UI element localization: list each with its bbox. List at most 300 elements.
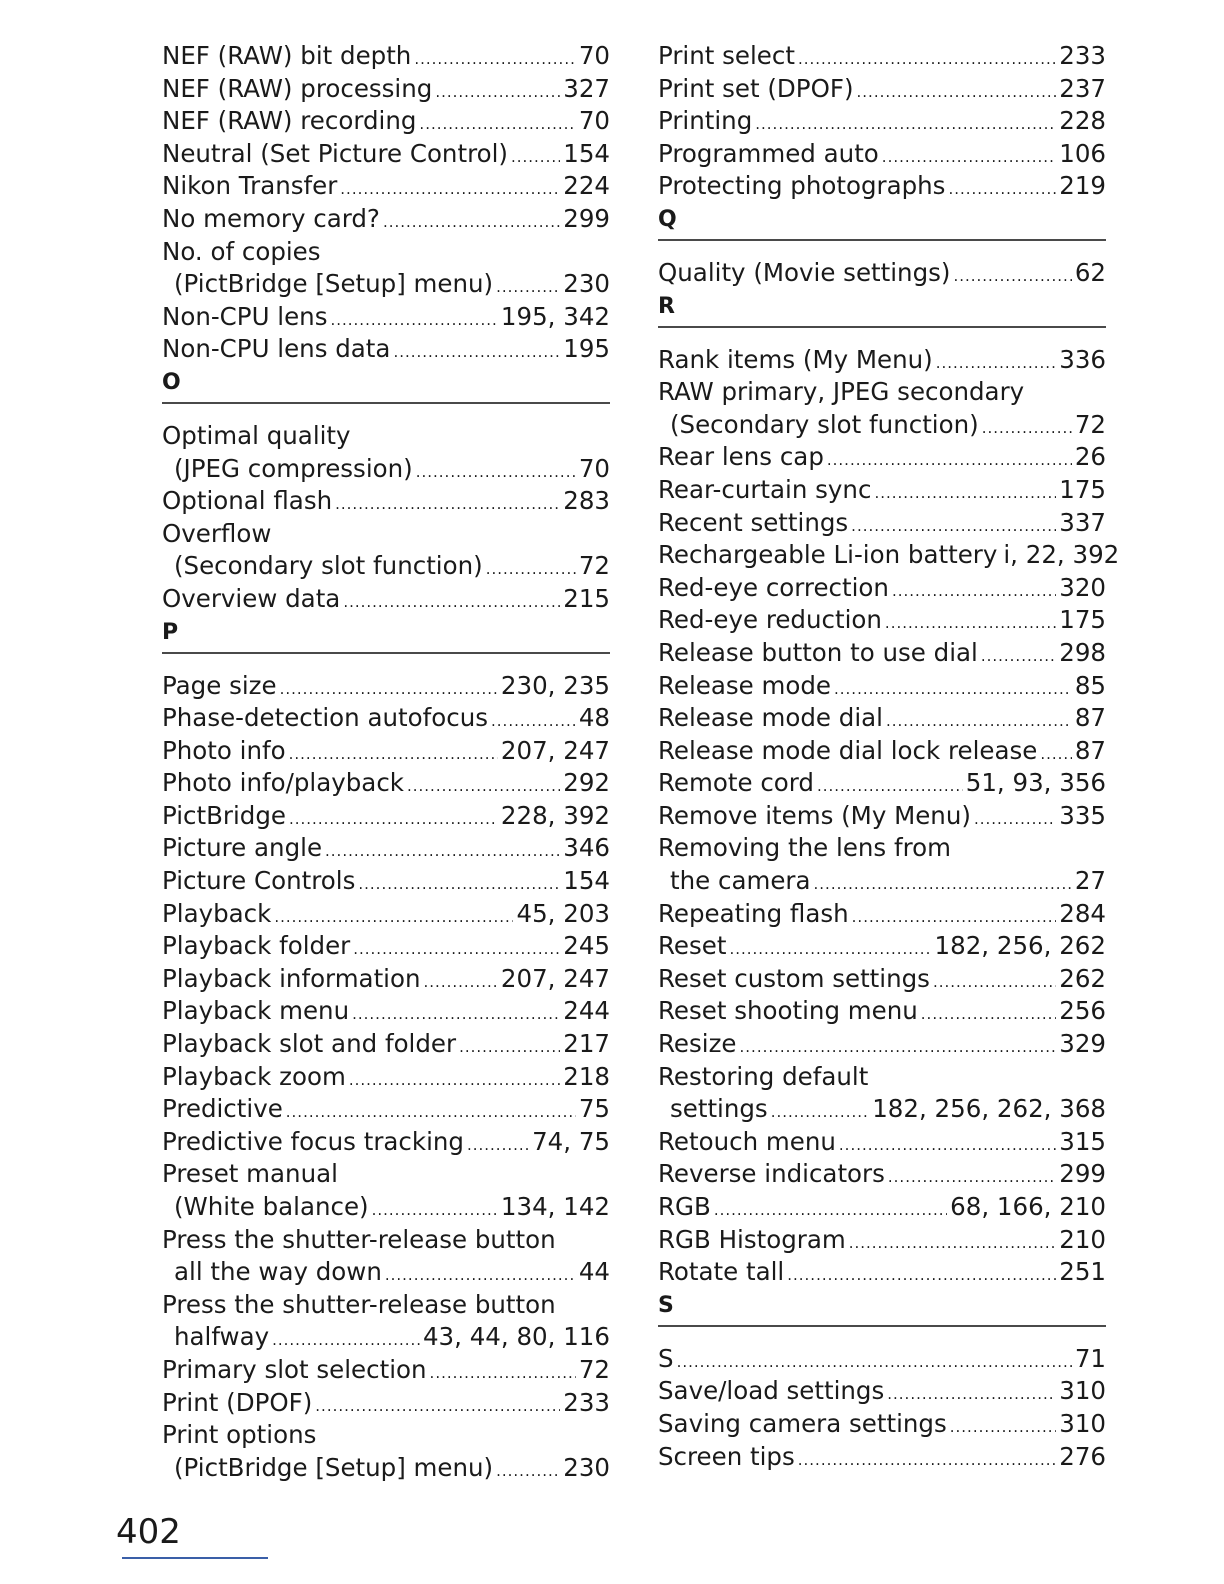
leader-dots	[383, 206, 560, 239]
section-divider	[658, 1325, 1106, 1327]
index-page-refs: 72	[578, 551, 610, 581]
leader-dots	[921, 998, 1056, 1031]
index-entry	[162, 1354, 610, 1387]
index-entry	[658, 930, 1106, 963]
index-term: Release mode dial lock release	[658, 735, 1038, 765]
section-letter-p: P	[162, 619, 179, 645]
index-page-refs: 26	[1074, 442, 1106, 472]
index-page-refs: 228	[1059, 106, 1106, 136]
index-page-refs: 68, 166, 210	[950, 1192, 1106, 1221]
index-entry	[162, 702, 610, 735]
leader-dots	[1040, 738, 1071, 771]
index-page-refs: 195	[563, 334, 610, 364]
index-entry	[658, 1093, 1106, 1126]
index-term: Phase-detection autofocus	[162, 703, 489, 733]
leader-dots	[430, 1357, 576, 1390]
leader-dots	[888, 1161, 1056, 1194]
index-term: Picture angle	[162, 833, 323, 863]
index-page-refs: 106	[1059, 138, 1106, 168]
index-entry	[162, 1387, 610, 1420]
index-entry	[658, 865, 1106, 898]
index-entry	[162, 583, 610, 616]
index-entry	[162, 453, 610, 486]
index-entry	[162, 735, 610, 768]
index-term: halfway	[174, 1322, 270, 1352]
index-page-refs: 51, 93, 356	[965, 768, 1106, 798]
leader-dots	[486, 553, 576, 586]
index-page-refs: 233	[1059, 41, 1106, 70]
index-entry	[658, 604, 1106, 637]
index-term: Optional flash	[162, 486, 333, 516]
index-term: Non-CPU lens	[162, 301, 328, 331]
index-term: Reverse indicators	[658, 1159, 885, 1189]
index-term: Recent settings	[658, 507, 849, 537]
section-letter-s: S	[658, 1292, 674, 1318]
index-entry	[162, 670, 610, 703]
index-entry	[658, 572, 1106, 605]
section-letter-o: O	[162, 369, 181, 395]
index-page-refs: 230	[563, 269, 610, 299]
leader-dots	[325, 835, 560, 868]
leader-dots	[289, 738, 498, 771]
index-term: Reset shooting menu	[658, 996, 918, 1026]
index-entry	[658, 507, 1106, 540]
index-term: (JPEG compression)	[174, 453, 413, 483]
leader-dots	[677, 1346, 1072, 1379]
index-entry	[658, 1191, 1106, 1224]
index-page-refs: 44	[578, 1257, 610, 1287]
index-page-refs: 75	[578, 1094, 610, 1124]
index-term: Retouch menu	[658, 1126, 836, 1156]
index-term: settings	[670, 1094, 768, 1124]
index-term: Remove items (My Menu)	[658, 800, 971, 830]
index-page-refs: 72	[1074, 409, 1106, 439]
index-term: (Secondary slot function)	[670, 409, 979, 439]
leader-dots	[953, 260, 1071, 293]
index-page-refs: 72	[578, 1354, 610, 1384]
leader-dots	[814, 868, 1072, 901]
leader-dots	[936, 347, 1057, 380]
index-term: Red-eye reduction	[658, 605, 882, 635]
index-term: NEF (RAW) bit depth	[162, 41, 412, 70]
index-page-refs: 245	[563, 931, 610, 961]
index-entry	[658, 898, 1106, 931]
index-page-refs: 310	[1059, 1408, 1106, 1438]
index-heading-line: Overflow	[162, 518, 272, 548]
index-page-refs: 43, 44, 80, 116	[422, 1322, 610, 1352]
leader-dots	[467, 1129, 529, 1162]
index-entry	[658, 735, 1106, 768]
index-term: Programmed auto	[658, 138, 879, 168]
index-entry	[658, 1343, 1106, 1376]
index-term: Page size	[162, 670, 277, 700]
index-term: Rear-curtain sync	[658, 474, 872, 504]
index-term: all the way down	[174, 1257, 382, 1287]
index-page-refs: 195, 342	[500, 301, 610, 331]
leader-dots	[892, 575, 1056, 608]
index-entry	[658, 138, 1106, 171]
index-entry	[658, 1408, 1106, 1441]
leader-dots	[289, 803, 498, 836]
index-page-refs: 299	[563, 203, 610, 233]
index-term: Quality (Movie settings)	[658, 257, 951, 287]
index-page-refs: 230, 235	[500, 670, 610, 700]
section-letter-q: Q	[658, 206, 677, 232]
leader-dots	[948, 173, 1056, 206]
leader-dots	[511, 141, 560, 174]
index-entry	[658, 474, 1106, 507]
index-term: Playback slot and folder	[162, 1029, 457, 1059]
leader-dots	[817, 770, 963, 803]
index-page-refs: 27	[1074, 866, 1106, 896]
index-term: Predictive	[162, 1094, 283, 1124]
index-page-refs: 337	[1059, 507, 1106, 537]
leader-dots	[372, 1194, 498, 1227]
index-page-refs: 284	[1059, 898, 1106, 928]
index-term: Release mode dial	[658, 703, 883, 733]
index-term: (White balance)	[174, 1192, 369, 1221]
index-entry	[162, 268, 610, 301]
index-page-refs: 210	[1059, 1224, 1106, 1254]
leader-dots	[874, 477, 1056, 510]
section-divider	[658, 326, 1106, 328]
index-entry	[658, 170, 1106, 203]
index-entry	[162, 138, 610, 171]
index-term: NEF (RAW) processing	[162, 73, 433, 103]
index-heading-line: Restoring default	[658, 1061, 869, 1091]
index-term: Neutral (Set Picture Control)	[162, 138, 508, 168]
page-number-underline	[122, 1557, 268, 1559]
index-entry	[162, 865, 610, 898]
index-term: Printing	[658, 106, 753, 136]
leader-dots	[340, 173, 560, 206]
index-entry	[658, 409, 1106, 442]
leader-dots	[857, 76, 1057, 109]
index-term: Remote cord	[658, 768, 814, 798]
index-term: Rear lens cap	[658, 442, 824, 472]
index-entry	[162, 105, 610, 138]
index-page-refs: 224	[563, 171, 610, 201]
leader-dots	[729, 933, 931, 966]
index-page-refs: 276	[1059, 1441, 1106, 1471]
index-page-refs: 182, 256, 262, 368	[872, 1094, 1106, 1124]
index-term: NEF (RAW) recording	[162, 106, 417, 136]
index-entry	[162, 301, 610, 334]
leader-dots	[827, 444, 1072, 477]
leader-dots	[852, 901, 1057, 934]
index-entry	[162, 1061, 610, 1094]
index-entry	[162, 767, 610, 800]
index-page-refs: 329	[1059, 1029, 1106, 1059]
index-term: (Secondary slot function)	[174, 551, 483, 581]
index-page-refs: 182, 256, 262	[934, 931, 1106, 961]
index-entry	[658, 995, 1106, 1028]
index-term: Rotate tall	[658, 1257, 785, 1287]
index-heading-line: Preset manual	[162, 1159, 338, 1189]
index-page-refs: 70	[578, 453, 610, 483]
index-left-column	[162, 40, 610, 1484]
leader-dots	[407, 770, 560, 803]
index-term: Playback zoom	[162, 1061, 346, 1091]
leader-dots	[330, 304, 497, 337]
index-entry	[658, 963, 1106, 996]
index-term: RGB Histogram	[658, 1224, 846, 1254]
index-term: Repeating flash	[658, 898, 849, 928]
leader-dots	[885, 607, 1056, 640]
index-term: Release mode	[658, 670, 831, 700]
index-entry	[162, 1126, 610, 1159]
index-term: Screen tips	[658, 1441, 795, 1471]
leader-dots	[834, 673, 1072, 706]
leader-dots	[358, 868, 560, 901]
index-page-refs: 336	[1059, 344, 1106, 374]
leader-dots	[798, 1444, 1056, 1477]
index-page-refs: 310	[1059, 1376, 1106, 1406]
index-term: Print select	[658, 41, 795, 70]
index-right-column	[658, 40, 1120, 1473]
index-term: Rank items (My Menu)	[658, 344, 933, 374]
index-entry	[162, 898, 610, 931]
index-entry	[162, 550, 610, 583]
index-entry	[162, 170, 610, 203]
section-letter-r: R	[658, 293, 675, 319]
leader-dots	[393, 336, 560, 369]
index-page-refs: 85	[1074, 670, 1106, 700]
index-term: (PictBridge [Setup] menu)	[174, 1452, 494, 1482]
index-term: Primary slot selection	[162, 1354, 427, 1384]
index-term: Protecting photographs	[658, 171, 946, 201]
index-entry	[162, 1256, 610, 1289]
index-term: Print set (DPOF)	[658, 73, 854, 103]
index-entry	[162, 1321, 610, 1354]
index-term: Reset custom settings	[658, 963, 930, 993]
index-term: Save/load settings	[658, 1376, 885, 1406]
leader-dots	[839, 1129, 1056, 1162]
page-number: 402	[116, 1512, 181, 1552]
index-term: Overview data	[162, 583, 341, 613]
index-entry	[658, 702, 1106, 735]
index-entry	[658, 344, 1106, 377]
index-term: Playback folder	[162, 931, 351, 961]
index-term: S	[658, 1343, 674, 1373]
index-entry	[162, 1028, 610, 1061]
index-term: Resize	[658, 1029, 737, 1059]
index-page-refs: 207, 247	[500, 735, 610, 765]
index-page-refs: 327	[563, 73, 610, 103]
index-page-refs: 74, 75	[532, 1126, 610, 1156]
index-entry	[658, 73, 1106, 106]
leader-dots	[950, 1411, 1056, 1444]
section-divider	[162, 402, 610, 404]
index-entry	[658, 1256, 1106, 1289]
index-page-refs: 48	[578, 703, 610, 733]
index-term: Playback information	[162, 963, 421, 993]
leader-dots	[280, 673, 498, 706]
index-term: Red-eye correction	[658, 572, 889, 602]
index-term: Print (DPOF)	[162, 1387, 313, 1417]
index-entry	[658, 105, 1106, 138]
index-entry	[162, 40, 610, 73]
index-entry	[162, 930, 610, 963]
index-entry	[658, 1158, 1106, 1191]
index-entry	[162, 963, 610, 996]
leader-dots	[771, 1096, 870, 1129]
leader-dots	[286, 1096, 576, 1129]
leader-dots	[491, 705, 576, 738]
index-term: Photo info	[162, 735, 286, 765]
index-term: Picture Controls	[162, 866, 356, 896]
index-entry	[658, 800, 1106, 833]
leader-dots	[424, 966, 498, 999]
index-term: Predictive focus tracking	[162, 1126, 464, 1156]
index-entry	[658, 441, 1106, 474]
section-divider	[162, 652, 610, 654]
index-page-refs: 299	[1059, 1159, 1106, 1189]
index-entry	[162, 333, 610, 366]
index-term: Release button to use dial	[658, 637, 978, 667]
index-page-refs: 298	[1059, 637, 1106, 667]
index-page-refs: 244	[563, 996, 610, 1026]
leader-dots	[315, 1390, 560, 1423]
index-page-refs: 335	[1059, 800, 1106, 830]
index-page-refs: 215	[563, 583, 610, 613]
index-page-refs: 175	[1059, 474, 1106, 504]
index-page-refs: 154	[563, 138, 610, 168]
index-entry	[658, 1441, 1106, 1474]
index-page-refs: 207, 247	[500, 963, 610, 993]
index-entry	[162, 1452, 610, 1485]
leader-dots	[851, 510, 1056, 543]
leader-dots	[496, 271, 560, 304]
index-entry	[658, 257, 1106, 290]
leader-dots	[886, 705, 1072, 738]
index-entry	[658, 539, 1120, 572]
leader-dots	[343, 586, 560, 619]
index-entry	[658, 1028, 1106, 1061]
index-term: the camera	[670, 866, 811, 896]
index-page-refs: 251	[1059, 1257, 1106, 1287]
index-entry	[162, 203, 610, 236]
index-entry	[658, 670, 1106, 703]
index-entry	[162, 485, 610, 518]
index-page-refs: 219	[1059, 171, 1106, 201]
index-page-refs: 262	[1059, 963, 1106, 993]
index-page-refs: 230	[563, 1452, 610, 1482]
index-page-refs: 45, 203	[516, 898, 610, 928]
index-page-refs: 70	[578, 41, 610, 70]
index-page-refs: 87	[1074, 703, 1106, 733]
index-heading-line: Removing the lens from	[658, 833, 951, 863]
index-entry	[162, 832, 610, 865]
leader-dots	[274, 901, 513, 934]
leader-dots	[974, 803, 1056, 836]
index-heading-line: Print options	[162, 1420, 317, 1450]
index-entry	[162, 1191, 610, 1224]
leader-dots	[385, 1259, 576, 1292]
leader-dots	[981, 640, 1056, 673]
index-page-refs: 237	[1059, 73, 1106, 103]
index-page-refs: 217	[563, 1029, 610, 1059]
index-page-refs: 283	[563, 486, 610, 516]
index-page-refs: 71	[1074, 1343, 1106, 1373]
index-entry	[658, 40, 1106, 73]
index-page-refs: 154	[563, 866, 610, 896]
section-divider	[658, 239, 1106, 241]
leader-dots	[755, 108, 1056, 141]
leader-dots	[798, 43, 1056, 76]
index-page-refs: 87	[1074, 735, 1106, 765]
index-page-refs: 70	[578, 106, 610, 136]
index-term: No memory card?	[162, 203, 380, 233]
index-entry	[162, 995, 610, 1028]
index-heading-line: Optimal quality	[162, 420, 351, 450]
index-page-refs: 233	[563, 1387, 610, 1417]
index-page-refs: 315	[1059, 1126, 1106, 1156]
index-entry	[162, 73, 610, 106]
index-term: Playback menu	[162, 996, 350, 1026]
leader-dots	[882, 141, 1056, 174]
index-term: (PictBridge [Setup] menu)	[174, 269, 494, 299]
index-page-refs: 134, 142	[500, 1192, 610, 1221]
index-term: Non-CPU lens data	[162, 334, 391, 364]
leader-dots	[416, 456, 576, 489]
index-page-refs: 218	[563, 1061, 610, 1091]
index-page-refs: 320	[1059, 572, 1106, 602]
index-page-refs: 256	[1059, 996, 1106, 1026]
leader-dots	[787, 1259, 1056, 1292]
index-term: Reset	[658, 931, 727, 961]
leader-dots	[459, 1031, 560, 1064]
leader-dots	[714, 1194, 947, 1227]
leader-dots	[335, 488, 560, 521]
index-term: Photo info/playback	[162, 768, 404, 798]
leader-dots	[496, 1455, 560, 1488]
index-entry	[658, 637, 1106, 670]
index-page-refs: 62	[1074, 257, 1106, 287]
leader-dots	[419, 108, 575, 141]
index-term: RGB	[658, 1192, 711, 1221]
index-term: Rechargeable Li-ion battery	[658, 540, 998, 570]
index-page-refs: 228, 392	[500, 800, 610, 830]
index-term: Saving camera settings	[658, 1408, 947, 1438]
leader-dots	[349, 1064, 560, 1097]
index-entry	[162, 800, 610, 833]
index-heading-line: RAW primary, JPEG secondary	[658, 377, 1025, 407]
leader-dots	[435, 76, 560, 109]
leader-dots	[933, 966, 1056, 999]
index-page-refs: 292	[563, 768, 610, 798]
leader-dots	[982, 412, 1072, 445]
leader-dots	[849, 1227, 1057, 1260]
leader-dots	[887, 1378, 1056, 1411]
index-heading-line: Press the shutter-release button	[162, 1289, 556, 1319]
index-heading-line: Press the shutter-release button	[162, 1224, 556, 1254]
index-page-refs: i, 22, 392	[1003, 540, 1120, 570]
index-entry	[658, 1126, 1106, 1159]
index-term: PictBridge	[162, 800, 286, 830]
leader-dots	[352, 998, 560, 1031]
index-term: Playback	[162, 898, 272, 928]
index-page-refs: 175	[1059, 605, 1106, 635]
index-page-refs: 346	[563, 833, 610, 863]
leader-dots	[353, 933, 560, 966]
index-entry	[658, 767, 1106, 800]
index-heading-line: No. of copies	[162, 236, 321, 266]
index-entry	[658, 1375, 1106, 1408]
leader-dots	[414, 43, 575, 76]
index-entry	[162, 1093, 610, 1126]
index-term: Nikon Transfer	[162, 171, 338, 201]
